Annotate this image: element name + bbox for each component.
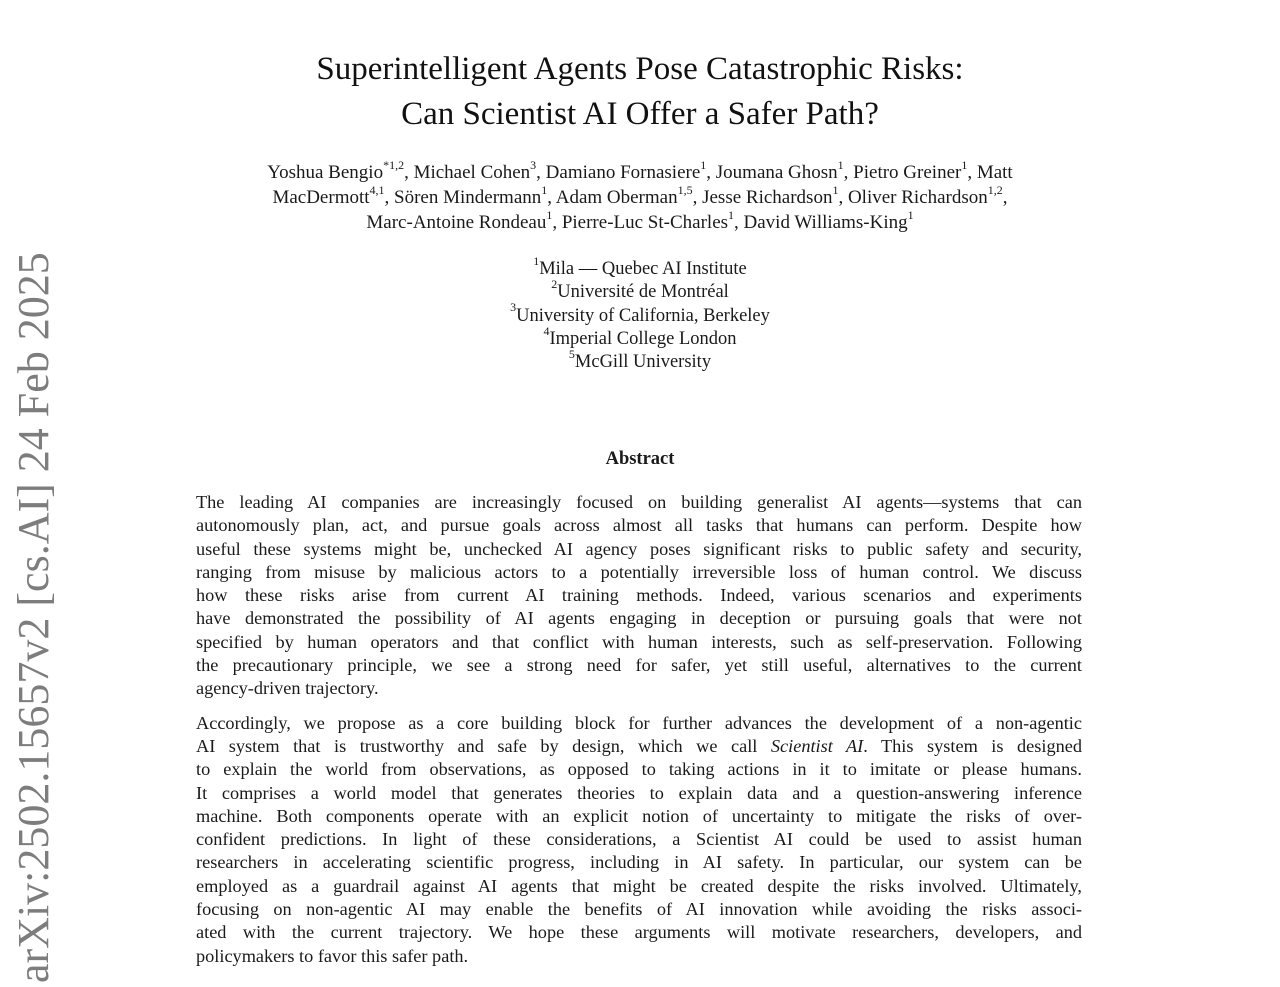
author-affil-sup: 1,2	[987, 182, 1003, 197]
author-affil-sup: 1	[961, 157, 968, 172]
author-name: MacDermott	[272, 187, 370, 208]
author-name: Yoshua Bengio	[267, 162, 384, 183]
abstract-line: It comprises a world model that generates theories to explain data and a question-answering inference	[196, 782, 1082, 803]
author-name: Jesse Richardson	[702, 187, 833, 208]
author-affil-sup: 1	[728, 207, 735, 222]
author-name: Damiano Fornasiere	[545, 162, 701, 183]
affiliation-list	[0, 253, 1280, 374]
author-affil-sup: 4,1	[369, 182, 385, 197]
affiliation-name: Imperial College London	[549, 328, 737, 349]
author-name: Joumana Ghosn	[715, 162, 838, 183]
title-line-2: Can Scientist AI Offer a Safer Path?	[401, 96, 879, 132]
author-affil-sup: 1	[832, 182, 839, 197]
author-affil-sup: *1,2	[383, 157, 405, 172]
author-affil-sup: 1	[546, 207, 553, 222]
abstract-line: ranging from misuse by malicious actors to a potentially irreversible loss of human control. We discuss	[196, 561, 1082, 582]
author-name: Oliver Richardson	[847, 187, 988, 208]
abstract-line	[196, 735, 1082, 758]
author-affil-sup: 1	[837, 157, 844, 172]
affiliation-sup: 5	[568, 347, 575, 362]
abstract-line: policymakers to favor this safer path.	[196, 945, 469, 966]
abstract-line: to explain the world from observations, as opposed to taking actions in it to imitate or please humans.	[196, 759, 1082, 780]
abstract-line: useful these systems might be, unchecked AI agency poses significant risks to public safety and security,	[196, 538, 1082, 559]
affiliation-sup: 3	[510, 300, 517, 315]
abstract-line: autonomously plan, act, and pursue goals across almost all tasks that humans can perform. Despite how	[196, 515, 1082, 536]
abstract-body	[196, 491, 1082, 968]
author-name: Marc-Antoine Rondeau	[366, 212, 547, 233]
abstract-line: how these risks arise from current AI training methods. Indeed, various scenarios and experiments	[196, 585, 1082, 606]
affiliation-name: University of California, Berkeley	[516, 305, 770, 326]
author-line-3: Marc-Antoine Rondeau$^1$, Pierre-Luc St-Charles$^1$, David Williams-King$^1$	[366, 207, 914, 233]
abstract-text: AI system that is trustworthy and safe by design, which we call	[196, 735, 771, 756]
affiliation-name: McGill University	[574, 352, 712, 373]
author-name: Pietro Greiner	[853, 162, 962, 183]
arxiv-identifier: arXiv:2502.15657v2 [cs.AI] 24 Feb 2025	[9, 252, 58, 983]
affiliation	[0, 323, 1280, 351]
author-name: Michael Cohen	[413, 162, 531, 183]
affiliation-sup: 1	[533, 253, 540, 268]
author-affil-sup: 3	[530, 157, 537, 172]
affiliation	[0, 347, 1280, 374]
abstract-line: the precautionary principle, we see a strong need for safer, yet still useful, alternatives to the current	[196, 655, 1082, 676]
author-name: Sören Mindermann	[394, 187, 542, 208]
abstract-line: researchers in accelerating scientific progress, including in AI safety. In particular, our system can be	[196, 852, 1082, 873]
author-name: David Williams-King	[743, 212, 908, 233]
author-name: Matt	[976, 162, 1013, 183]
author-line-2: MacDermott$^{4,1}$, Sören Mindermann$^1$, Adam Oberman$^{1,5}$, Jesse Richardson$^1$, Oliver Richardson$^{1,2}$,	[272, 182, 1008, 208]
author-list	[170, 157, 1110, 235]
affiliation-name: Mila — Quebec AI Institute	[539, 259, 747, 279]
title-line-1: Superintelligent Agents Pose Catastrophic Risks:	[316, 51, 964, 87]
affiliation-sup: 4	[543, 323, 550, 338]
abstract-line: have demonstrated the possibility of AI agents engaging in deception or pursuing goals that were not	[196, 608, 1082, 629]
affiliation	[0, 300, 1280, 328]
affiliation	[0, 277, 1280, 304]
abstract-paragraph-1	[196, 491, 1082, 701]
abstract-line: ated with the current trajectory. We hope these arguments will motivate researchers, developers, and	[196, 922, 1082, 943]
author-affil-sup: 1,5	[677, 182, 693, 197]
abstract-line: employed as a guardrail against AI agents that might be created despite the risks involved. Ultimately,	[196, 875, 1082, 896]
abstract-line: specified by human operators and that conflict with human interests, such as self-preservation. Following	[196, 631, 1082, 652]
author-name: Pierre-Luc St-Charles	[561, 212, 729, 233]
author-line-1: Yoshua Bengio$^{*1,2}$, Michael Cohen$^3$, Damiano Fornasiere$^1$, Joumana Ghosn$^1$, Pietro Greiner$^1$, Matt	[267, 157, 1013, 183]
scientist-ai-term: Scientist AI	[770, 735, 864, 756]
author-affil-sup: 1	[907, 207, 914, 222]
abstract-paragraph-2	[196, 712, 1082, 968]
affiliation-name: Université de Montréal	[557, 282, 729, 303]
author-name: Adam Oberman	[555, 187, 678, 208]
abstract-line: The leading AI companies are increasingly focused on building generalist AI agents—systems that can	[196, 492, 1082, 512]
abstract-line: confident predictions. In light of these considerations, a Scientist AI could be used to assist human	[196, 829, 1082, 850]
abstract-line: focusing on non-agentic AI may enable the benefits of AI innovation while avoiding the risks associ-	[196, 899, 1082, 920]
abstract-line: machine. Both components operate with an explicit notion of uncertainty to mitigate the risks of over-	[196, 805, 1082, 826]
author-affil-sup: 1	[700, 157, 707, 172]
abstract-line: Accordingly, we propose as a core building block for further advances the development of a non-agentic	[196, 712, 1082, 733]
affiliation	[0, 253, 1280, 281]
author-affil-sup: 1	[541, 182, 548, 197]
abstract-line: agency-driven trajectory.	[196, 678, 379, 699]
abstract-text: . This system is designed	[863, 735, 1082, 756]
abstract-heading: Abstract	[605, 449, 675, 469]
paper-title	[0, 47, 1280, 137]
affiliation-sup: 2	[551, 277, 558, 292]
